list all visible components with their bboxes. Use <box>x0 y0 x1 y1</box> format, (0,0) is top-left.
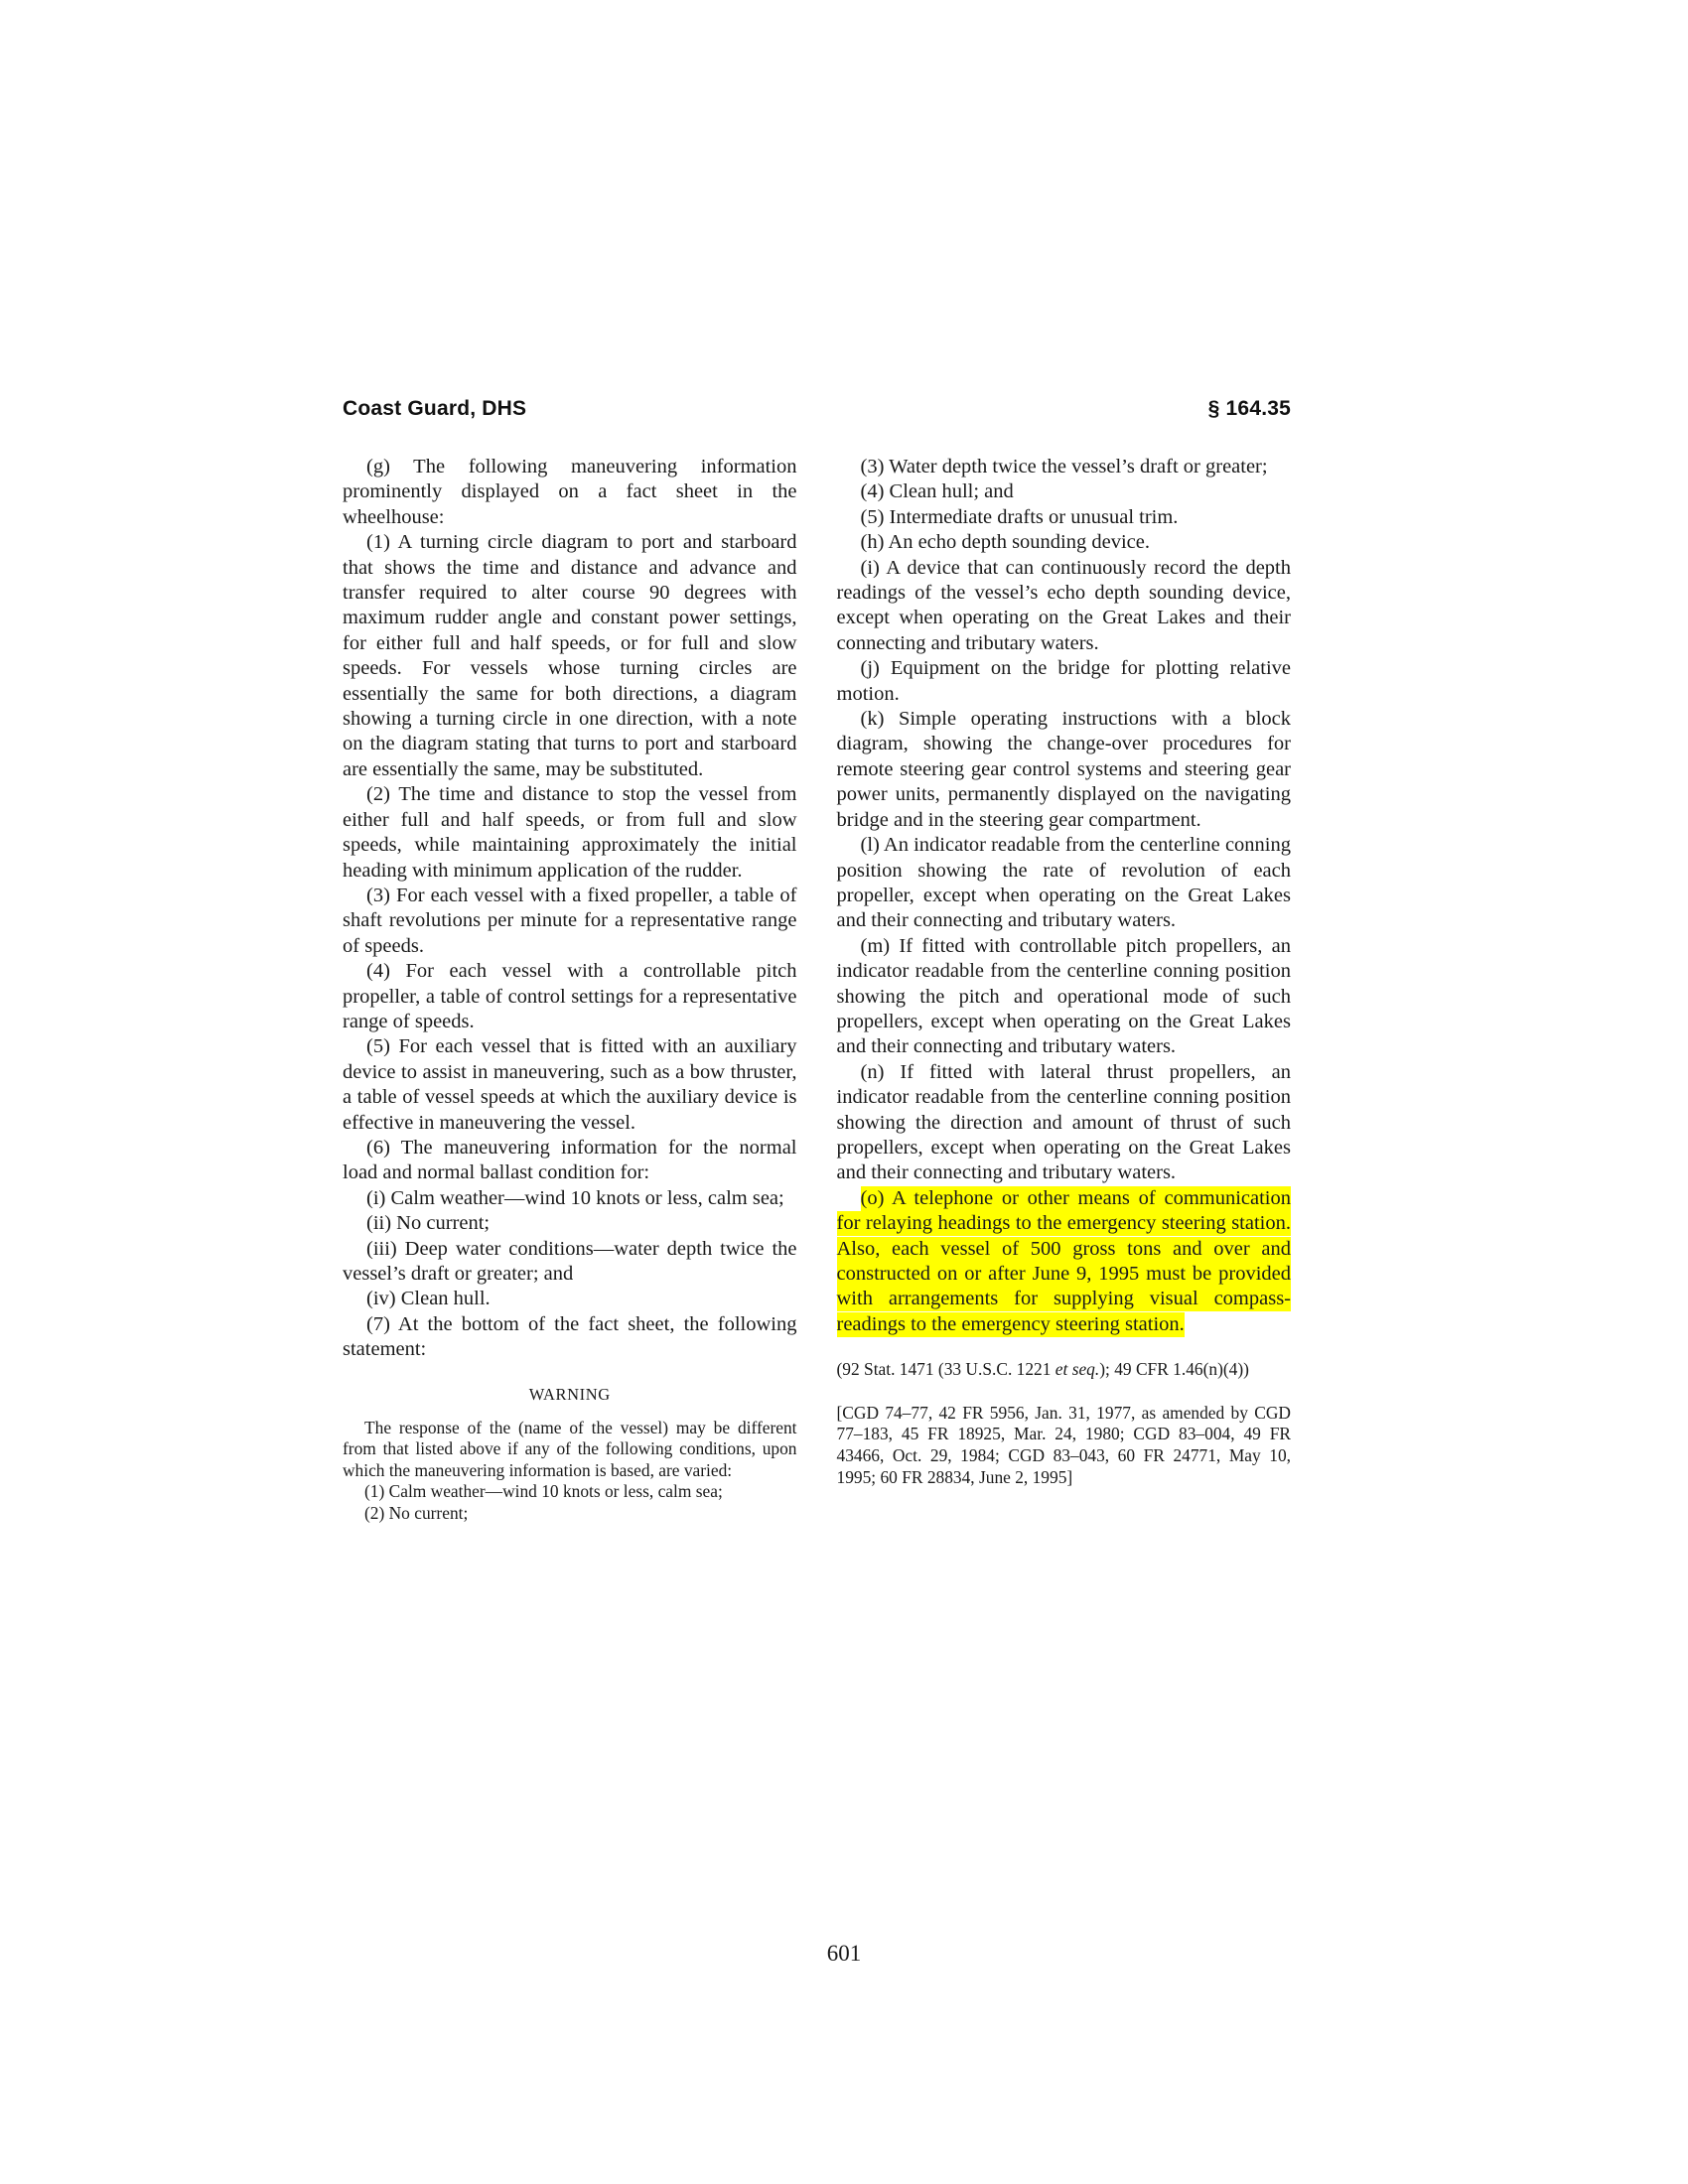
source-citation: [CGD 74–77, 42 FR 5956, Jan. 31, 1977, as amended by CGD 77–183, 45 FR 18925, Mar. 24, 1980; CGD 83–004, 49 FR 43466, Oct. 29, 1984; CGD 83–043, 60 FR 24771, May 10, 1995; 60 FR 28834, June 2, 1995] <box>836 1402 1291 1487</box>
page-number: 601 <box>826 1941 862 1966</box>
source-citation-block <box>837 1403 1292 1488</box>
paragraph-h: (h) An echo depth sounding device. <box>860 531 1150 554</box>
paragraph-g-6-ii: (ii) No current; <box>366 1212 491 1235</box>
running-head-section-number: § 164.35 <box>1207 397 1291 420</box>
highlight-span: (o) A telephone or other means of communication for relaying headings to the emergency steering station. Also, each vessel of 500 gross tons and over and constructed on or after June 9, 1995 must be provided with arrangements for supplying visual compass-readings to the emergency steering station. <box>836 1186 1291 1335</box>
warning-condition-1: (1) Calm weather—wind 10 knots or less, calm sea; <box>364 1481 723 1502</box>
warning-condition-5: (5) Intermediate drafts or unusual trim. <box>860 505 1179 528</box>
paragraph-o-highlighted <box>837 1186 1292 1337</box>
paragraph-g-6: (6) The maneuvering information for the normal load and normal ballast condition for: <box>343 1136 797 1184</box>
authority-citation-before: (92 Stat. 1471 (33 U.S.C. 1221 <box>836 1359 1055 1380</box>
paragraph-m: (m) If fitted with controllable pitch propellers, an indicator readable from the centerline conning position showing the pitch and operational mode of such propellers, except when operating on the Great Lakes and their connecting and tributary waters. <box>836 934 1291 1058</box>
paragraph-n: (n) If fitted with lateral thrust propellers, an indicator readable from the centerline conning position showing the direction and amount of thrust of such propellers, except when operating on the Great Lakes and their connecting and tributary waters. <box>836 1060 1291 1184</box>
authority-citation-after: ); 49 CFR 1.46(n)(4)) <box>1099 1359 1249 1380</box>
left-column <box>343 455 797 1525</box>
paragraph-l: (l) An indicator readable from the centerline conning position showing the rate of revolution of each propeller, except when operating on the Great Lakes and their connecting and tributary waters. <box>836 834 1291 932</box>
paragraph-k: (k) Simple operating instructions with a block diagram, showing the change-over procedures for remote steering gear control systems and steering gear power units, permanently displayed on the navigating bridge and in the steering gear compartment. <box>836 708 1291 831</box>
paragraph-g-5: (5) For each vessel that is fitted with an auxiliary device to assist in maneuvering, such as a bow thruster, a table of vessel speeds at which the auxiliary device is effective in maneuvering the vessel. <box>343 1035 797 1134</box>
right-column <box>837 455 1292 1488</box>
paragraph-g-3: (3) For each vessel with a fixed propeller, a table of shaft revolutions per minute for a representative range of speeds. <box>343 884 797 957</box>
running-head <box>343 397 1291 421</box>
authority-citation-italic: et seq. <box>1055 1359 1100 1380</box>
paragraph-g-2: (2) The time and distance to stop the vessel from either full and half speeds, or from full and slow speeds, while maintaining approximately the initial heading with minimum application of the rudder. <box>343 783 797 882</box>
warning-condition-3: (3) Water depth twice the vessel’s draft or greater; <box>860 456 1268 478</box>
running-head-agency: Coast Guard, DHS <box>343 397 527 420</box>
paragraph-g-7: (7) At the bottom of the fact sheet, the following statement: <box>343 1312 797 1361</box>
paragraph-j: (j) Equipment on the bridge for plotting relative motion. <box>836 657 1291 705</box>
paragraph-g-1: (1) A turning circle diagram to port and starboard that shows the time and distance and advance and transfer required to alter course 90 degrees with maximum rudder angle and constant power settings, for either full and half speeds, or for full and slow speeds. For vessels whose turning circles are essentially the same for both directions, a diagram showing a turning circle in one direction, with a note on the diagram stating that turns to port and starboard are essentially the same, may be substituted. <box>343 531 797 780</box>
page-content-area <box>343 397 1291 1525</box>
paragraph-g: (g) The following maneuvering information prominently displayed on a fact sheet in the wheelhouse: <box>343 456 797 528</box>
authority-citation <box>837 1359 1292 1381</box>
authority-citation-block <box>837 1359 1292 1381</box>
warning-condition-2: (2) No current; <box>364 1503 469 1523</box>
paragraph-i: (i) A device that can continuously record the depth readings of the vessel’s echo depth sounding device, except when operating on the Great Lakes and their connecting and tributary waters. <box>836 556 1291 654</box>
paragraph-g-6-iv: (iv) Clean hull. <box>366 1288 491 1310</box>
warning-statement-intro: The response of the (name of the vessel) may be different from that listed above if any of the following conditions, upon which the maneuvering information is based, are varied: <box>343 1417 797 1480</box>
paragraph-g-6-i: (i) Calm weather—wind 10 knots or less, calm sea; <box>366 1186 784 1209</box>
warning-heading: WARNING <box>528 1384 611 1404</box>
warning-condition-4: (4) Clean hull; and <box>860 480 1014 503</box>
paragraph-g-4: (4) For each vessel with a controllable pitch propeller, a table of control settings for a representative range of speeds. <box>343 960 797 1032</box>
two-column-body <box>343 455 1291 1525</box>
paragraph-g-6-iii: (iii) Deep water conditions—water depth twice the vessel’s draft or greater; and <box>343 1237 797 1285</box>
